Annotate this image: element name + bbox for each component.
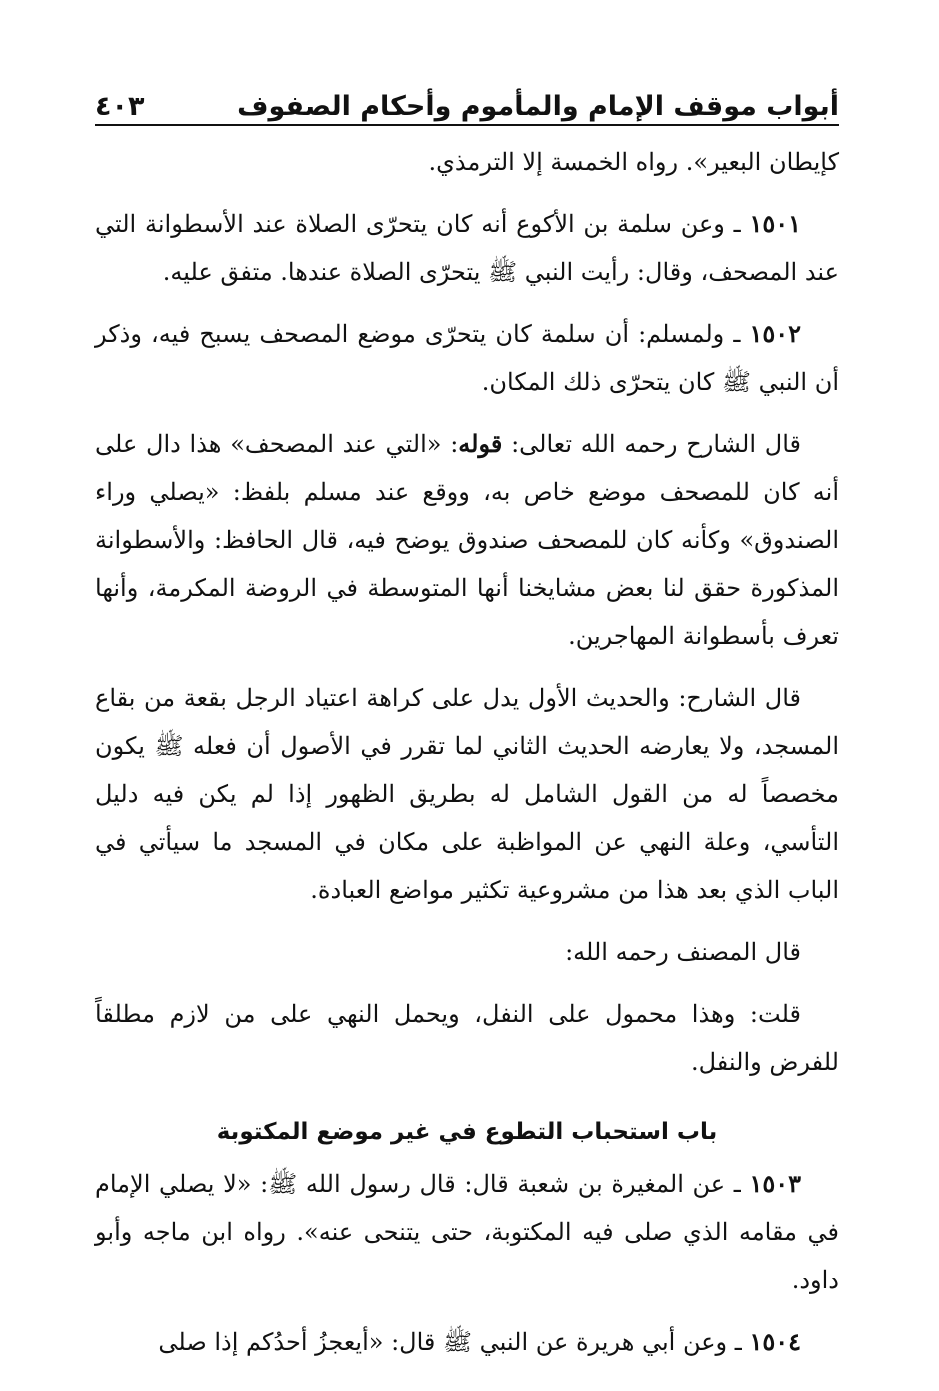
running-header xyxy=(95,78,839,126)
section-heading: باب استحباب التطوع في غير موضع المكتوبة xyxy=(216,1119,718,1145)
author-note-text: قال المصنف رحمه الله: xyxy=(565,938,801,966)
paragraph-continuation xyxy=(95,138,839,186)
qawluhu-keyword: قوله xyxy=(458,429,503,458)
page-body xyxy=(95,138,839,1366)
hadith-1501 xyxy=(95,200,839,296)
hadith-text: ـ وعن أبي هريرة عن النبي ﷺ قال: «أيعجزُ أحدُكم إذا صلى xyxy=(158,1328,750,1356)
hadith-number: ١٥٠٤ xyxy=(749,1327,801,1356)
hadith-number: ١٥٠١ xyxy=(749,209,801,238)
hadith-text: ـ وعن سلمة بن الأكوع أنه كان يتحرّى الصلاة عند الأسطوانة التي عند المصحف، وقال: رأيت النبي ﷺ يتحرّى الصلاة عندها. متفق عليه. xyxy=(95,210,839,286)
hadith-number: ١٥٠٣ xyxy=(749,1169,801,1198)
page-number: ٤٠٣ xyxy=(95,91,145,122)
author-note xyxy=(95,990,839,1086)
hadith-1504 xyxy=(95,1318,839,1366)
hadith-1503 xyxy=(95,1160,839,1304)
commentary-intro: قال الشارح رحمه الله تعالى: xyxy=(502,430,801,458)
chapter-title: أبواب موقف الإمام والمأموم وأحكام الصفوف xyxy=(237,91,839,122)
commentary-paragraph xyxy=(95,420,839,660)
commentary-text: : «التي عند المصحف» هذا دال على أنه كان للمصحف موضع خاص به، ووقع عند مسلم بلفظ: «يصلي وراء الصندوق» وكأنه كان للمصحف صندوق يوضح فيه، قال الحافظ: والأسطوانة المذكورة حقق لنا بعض مشايخنا أنها المتوسطة في الروضة المكرمة، وأنها تعرف بأسطوانة المهاجرين. xyxy=(95,430,839,650)
hadith-text: ـ عن المغيرة بن شعبة قال: قال رسول الله ﷺ: «لا يصلي الإمام في مقامه الذي صلى فيه المكتوبة، حتى يتنحى عنه». رواه ابن ماجه وأبو داود. xyxy=(95,1170,839,1294)
hadith-1502 xyxy=(95,310,839,406)
author-note-intro xyxy=(95,928,839,976)
hadith-text: ـ ولمسلم: أن سلمة كان يتحرّى موضع المصحف يسبح فيه، وذكر أن النبي ﷺ كان يتحرّى ذلك المكان. xyxy=(95,320,839,396)
author-note-text: قلت: وهذا محمول على النفل، ويحمل النهي على من لازم مطلقاً للفرض والنفل. xyxy=(95,1000,839,1076)
commentary-paragraph-2 xyxy=(95,674,839,914)
commentary-text: قال الشارح: والحديث الأول يدل على كراهة اعتياد الرجل بقعة من بقاع المسجد، ولا يعارضه الحديث الثاني لما تقرر في الأصول أن فعله ﷺ يكون مخصصاً له من القول الشامل له بطريق الظهور إذا لم يكن فيه دليل التأسي، وعلة النهي عن المواظبة على مكان في المسجد ما سيأتي في الباب الذي بعد هذا من مشروعية تكثير مواضع العبادة. xyxy=(95,684,840,904)
paragraph-text: كإيطان البعير». رواه الخمسة إلا الترمذي. xyxy=(428,148,839,176)
book-page xyxy=(95,78,839,1380)
hadith-number: ١٥٠٢ xyxy=(749,319,801,348)
